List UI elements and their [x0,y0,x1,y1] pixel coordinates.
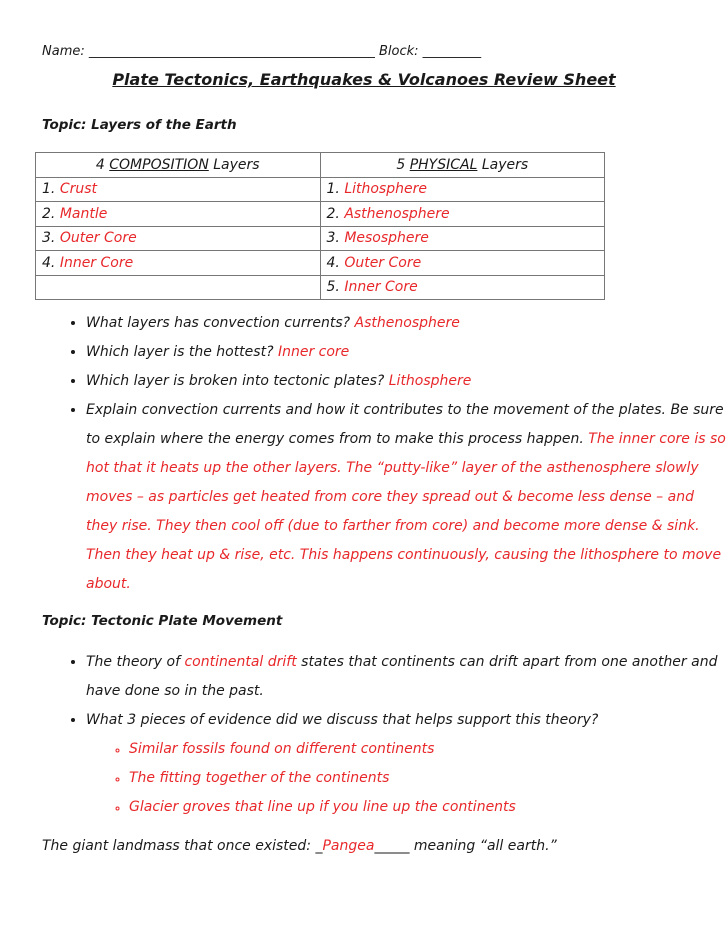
list-item: • The theory of continental drift states that continents can drift apart from one another and have done so in the past. [86,648,726,706]
list-item: • What 3 pieces of evidence did we discuss that helps support this theory? ◦ Similar fossils found on different continents ◦ The fitting together of the continents ◦ Glacier groves that line up if you line up the continents [86,706,726,822]
plate-movement-question-list [48,648,726,822]
evidence-item: ◦ Similar fossils found on different continents [129,735,726,764]
table-row [36,177,605,202]
composition-cell-empty [36,275,321,300]
table-row [36,251,605,276]
composition-header: 4 COMPOSITION Layers [36,153,321,178]
list-item: • Which layer is the hottest? Inner core [86,338,726,367]
table-row [36,275,605,300]
composition-cell: 4. Inner Core [36,251,321,276]
list-item: • Explain convection currents and how it contributes to the movement of the plates. Be sure to explain where the energy comes from to make this process happen. The inner core is so hot that it heats up the other layers. The “putty-like” layer of the asthenosphere slowly moves – as particles get heated from core they spread out & become less dense – and they rise. They then cool off (due to farther from core) and become more dense & sink. Then they heat up & rise, etc. This happens continuously, causing the lithosphere to move about. [86,396,726,599]
evidence-list [86,735,726,822]
table-header-row [36,153,605,178]
pangea-statement: The giant landmass that once existed: _Pangea_____ meaning “all earth.” [42,838,557,854]
physical-cell: 4. Outer Core [320,251,605,276]
name-block-line: Name: ____________________________________________ Block: _________ [42,44,482,59]
composition-cell: 2. Mantle [36,202,321,227]
list-item: • Which layer is broken into tectonic plates? Lithosphere [86,367,726,396]
list-item: • What layers has convection currents? Asthenosphere [86,309,726,338]
title-text: Plate Tectonics, Earthquakes & Volcanoes Review Sheet [112,70,616,89]
evidence-item: ◦ The fitting together of the continents [129,764,726,793]
composition-cell: 3. Outer Core [36,226,321,251]
evidence-item: ◦ Glacier groves that line up if you line up the continents [129,793,726,822]
layers-table [35,152,605,300]
table-row [36,202,605,227]
table-row [36,226,605,251]
topic-heading-layers: Topic: Layers of the Earth [42,117,237,133]
physical-cell: 2. Asthenosphere [320,202,605,227]
physical-header: 5 PHYSICAL Layers [320,153,605,178]
layers-question-list [48,309,726,599]
composition-cell: 1. Crust [36,177,321,202]
topic-heading-plate-movement: Topic: Tectonic Plate Movement [42,613,283,629]
page-title [0,70,728,89]
physical-cell: 3. Mesosphere [320,226,605,251]
physical-cell: 1. Lithosphere [320,177,605,202]
physical-cell: 5. Inner Core [320,275,605,300]
